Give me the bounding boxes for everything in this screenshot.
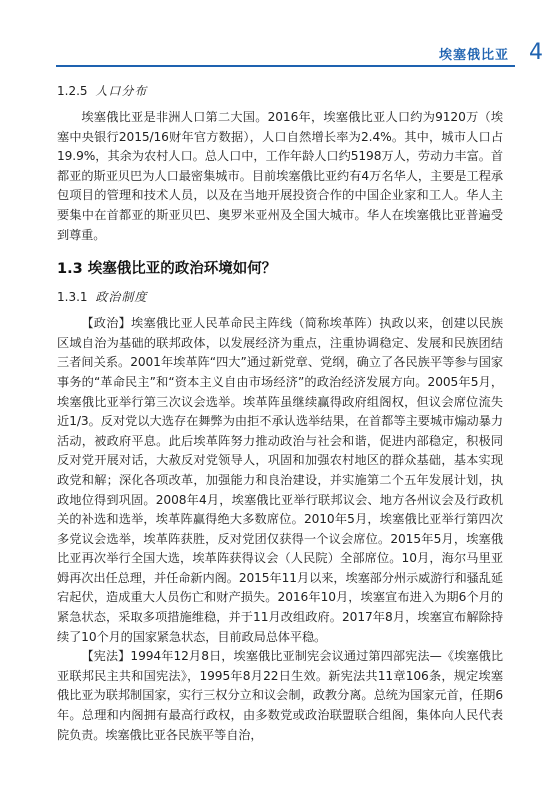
subsection-number: 1.2.5 [57, 84, 88, 98]
section-heading-1-3: 1.3 埃塞俄比亚的政治环境如何？ [57, 261, 277, 278]
page-header [0, 0, 559, 78]
page-content [57, 80, 503, 745]
paragraph-politics: 【政治】埃塞俄比亚人民革命民主阵线（简称埃革阵）执政以来，创建以民族区域自治为基础的联邦政体，以发展经济为重点，注重协调稳定、发展和民族团结三者间关系。2001年埃革阵“四大”通过新党章、党纲，确立了各民族平等参与国家事务的“革命民主”和“资本主义自由市场经济”的政治经济发展方向。2005年5月，埃塞俄比亚举行第三次议会选举。埃革阵虽继续赢得政府组阁权，但议会席位流失近1/3。反对党以大选存在舞弊为由拒不承认选举结果，在首都等主要城市煽动暴力活动，被政府平息。此后埃革阵努力推动政治与社会和谐，促进内部稳定，积极同反对党开展对话，大赦反对党领导人，巩固和加强农村地区的群众基础，基本实现政党和解；深化各项改革，加强能力和良治建设，并实施第二个五年发展计划，执政地位得到巩固。2008年4月，埃塞俄比亚举行联邦议会、地方各州议会及行政机关的补选和选举，埃革阵赢得绝大多数席位。2010年5月，埃塞俄比亚举行第四次多党议会选举，埃革阵获胜，反对党团仅获得一个议会席位。2015年5月，埃塞俄比亚再次举行全国大选，埃革阵获得议会（人民院）全部席位。10月，海尔马里亚姆再次出任总理，并任命新内阁。2015年11月以来，埃塞部分州示威游行和骚乱延宕起伏，造成重大人员伤亡和财产损失。2016年10月，埃塞宣布进入为期6个月的紧急状态，采取多项措施维稳，并于11月改组政府。2017年8月，埃塞宣布解除持续了10个月的国家紧急状态，目前政局总体平稳。 [57, 316, 503, 644]
paragraph-constitution: 【宪法】1994年12月8日，埃塞俄比亚制宪会议通过第四部宪法—《埃塞俄比亚联邦民主共和国宪法》，1995年8月22日生效。新宪法共11章106条，规定埃塞俄比亚为联邦制国家，实行三权分立和议会制，政教分离。总统为国家元首，任期6年。总理和内阁拥有最高行政权，由多数党或政治联盟联合组阁，集体向人民代表院负责。埃塞俄比亚各民族平等自治， [57, 649, 503, 742]
header-rule [56, 65, 515, 67]
subsection-title: 政治制度 [95, 290, 148, 305]
subsection-heading-1-3-1 [57, 288, 503, 306]
subsection-title: 人口分布 [95, 84, 148, 98]
subsection-heading-1-2-5 [57, 82, 503, 100]
header-title: 埃塞俄比亚 [438, 48, 509, 63]
paragraph-population: 埃塞俄比亚是非洲人口第二大国。2016年，埃塞俄比亚人口约为9120万（埃塞中央银行2015/16财年官方数据），人口自然增长率为2.4%。其中，城市人口占19.9%，其余为农村人口。总人口中，工作年龄人口约5198万人，劳动力丰富。首都亚的斯亚贝巴为人口最密集城市。目前埃塞俄比亚约有4万名华人，主要是工程承包项目的管理和技术人员，以及在当地开展投资合作的中国企业家和工人。华人主要集中在首都亚的斯亚贝巴、奥罗米亚州及全国大城市。华人在埃塞俄比亚普遍受到尊重。 [57, 110, 503, 242]
subsection-number: 1.3.1 [57, 290, 88, 305]
page-number: 4 [529, 40, 543, 65]
